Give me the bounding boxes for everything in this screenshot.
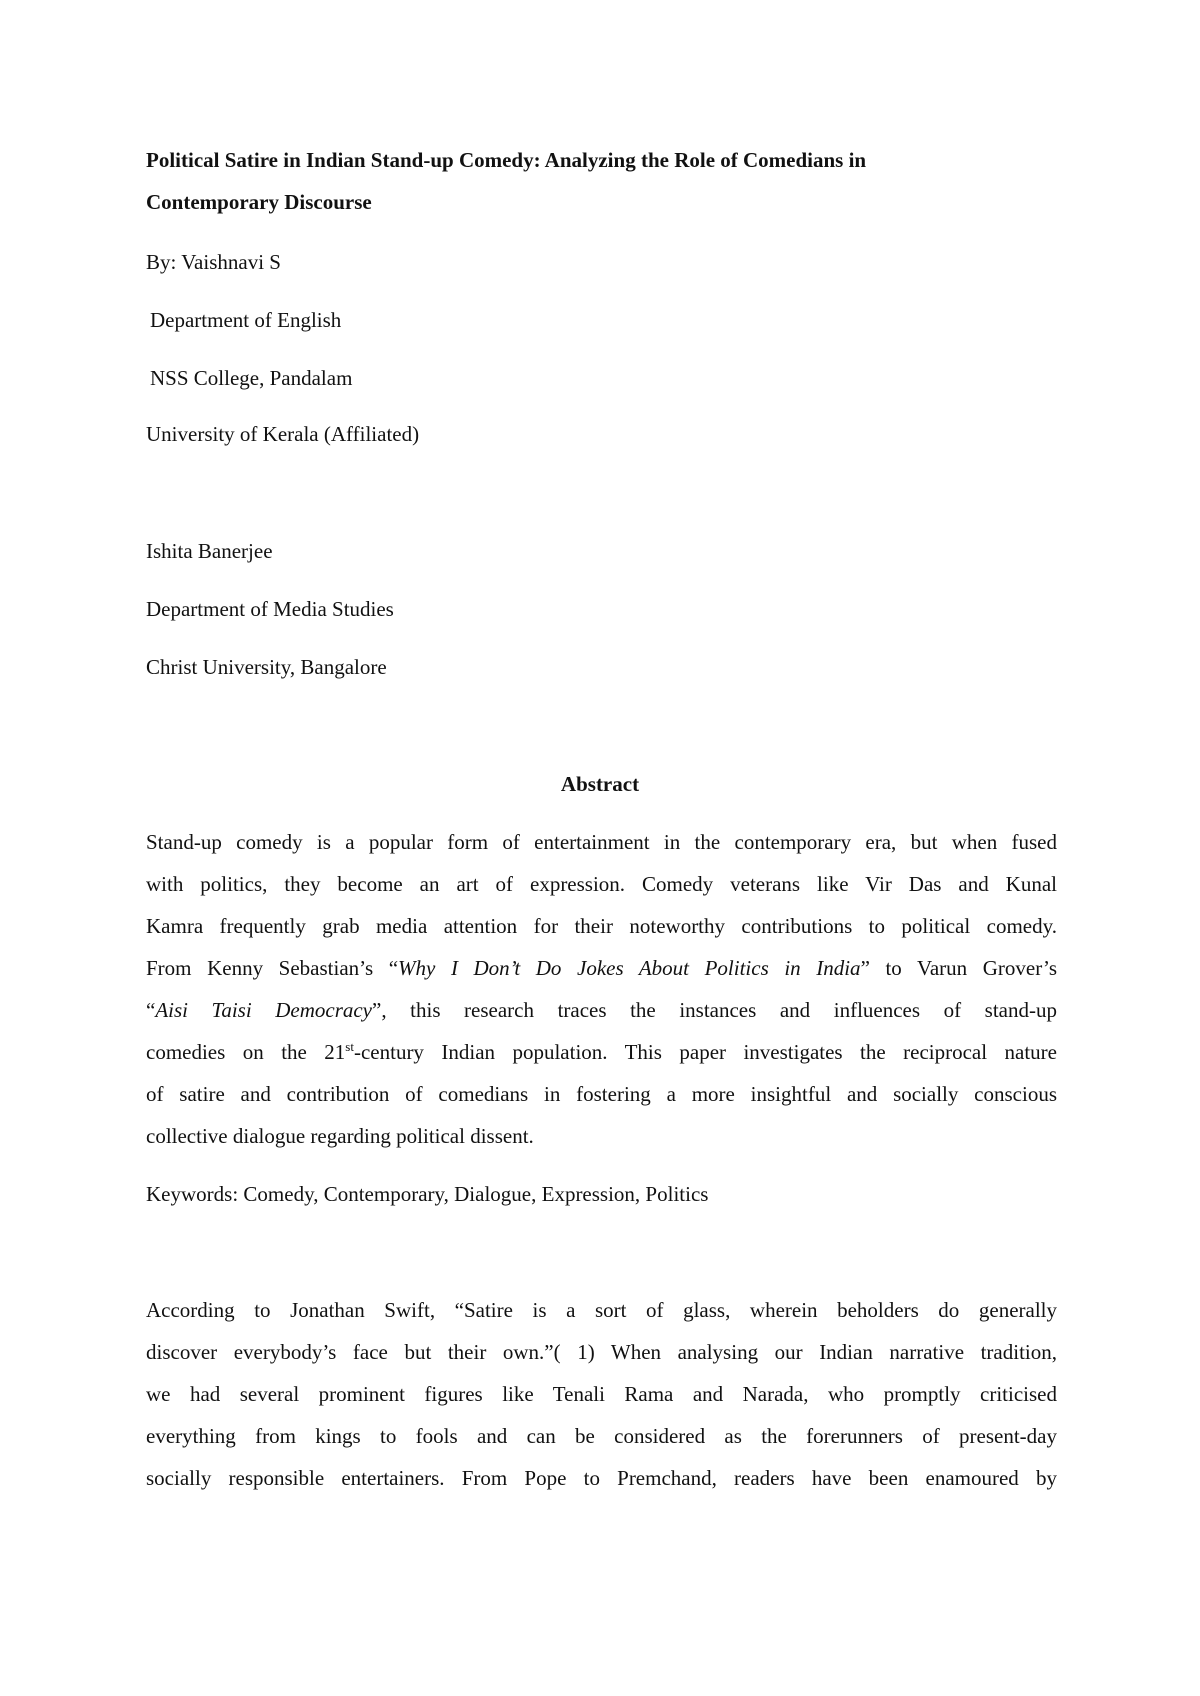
author1-department: Department of English xyxy=(150,308,342,332)
author-byline: By: Vaishnavi S xyxy=(146,250,281,274)
abstract-line-6-pre: comedies on the 21 xyxy=(146,1040,346,1064)
abstract-line-5-post: ”, this research traces the instances and influences of stand-up xyxy=(372,998,1057,1022)
author2-department: Department of Media Studies xyxy=(146,597,394,621)
kenny-sebastian-show-title: Why I Don’t Do Jokes About Politics in India xyxy=(398,956,861,980)
abstract-line-7: of satire and contribution of comedians in fostering a more insightful and socially conscious xyxy=(146,1082,1057,1106)
author1-university: University of Kerala (Affiliated) xyxy=(146,422,420,446)
abstract-heading: Abstract xyxy=(560,772,640,796)
keywords: Keywords: Comedy, Contemporary, Dialogue, Expression, Politics xyxy=(146,1182,709,1206)
body-line-5: socially responsible entertainers. From Pope to Premchand, readers have been enamoured by xyxy=(146,1466,1057,1490)
author2-institution: Christ University, Bangalore xyxy=(146,655,387,679)
body-line-4: everything from kings to fools and can be considered as the forerunners of present-day xyxy=(146,1424,1057,1448)
abstract-line-3: Kamra frequently grab media attention for their noteworthy contributions to political comedy. xyxy=(146,914,1057,938)
abstract-line-6-post: -century Indian population. This paper investigates the reciprocal nature xyxy=(353,1040,1057,1064)
abstract-line-4-pre: From Kenny Sebastian’s “ xyxy=(146,956,399,980)
abstract-line-5-pre: “ xyxy=(146,998,156,1022)
author1-college: NSS College, Pandalam xyxy=(150,366,353,390)
body-line-1: According to Jonathan Swift, “Satire is a sort of glass, wherein beholders do generally xyxy=(146,1298,1057,1322)
abstract-line-6 xyxy=(146,1040,1057,1065)
paper-title-line-2: Contemporary Discourse xyxy=(146,190,372,214)
body-line-3: we had several prominent figures like Tenali Rama and Narada, who promptly criticised xyxy=(146,1382,1057,1406)
abstract-line-8: collective dialogue regarding political dissent. xyxy=(146,1124,534,1148)
abstract-line-1: Stand-up comedy is a popular form of entertainment in the contemporary era, but when fused xyxy=(146,830,1057,854)
paper-title-line-1: Political Satire in Indian Stand-up Comedy: Analyzing the Role of Comedians in xyxy=(146,148,867,172)
body-line-2: discover everybody’s face but their own.”( 1) When analysing our Indian narrative tradition, xyxy=(146,1340,1057,1364)
abstract-line-5 xyxy=(146,998,1057,1023)
abstract-line-4-post: ” to Varun Grover’s xyxy=(860,956,1057,980)
ordinal-superscript: st xyxy=(345,1039,354,1054)
abstract-line-4 xyxy=(146,956,1057,981)
abstract-line-2: with politics, they become an art of expression. Comedy veterans like Vir Das and Kunal xyxy=(146,872,1057,896)
author2-name: Ishita Banerjee xyxy=(146,539,273,563)
varun-grover-show-title: Aisi Taisi Democracy xyxy=(155,998,373,1022)
